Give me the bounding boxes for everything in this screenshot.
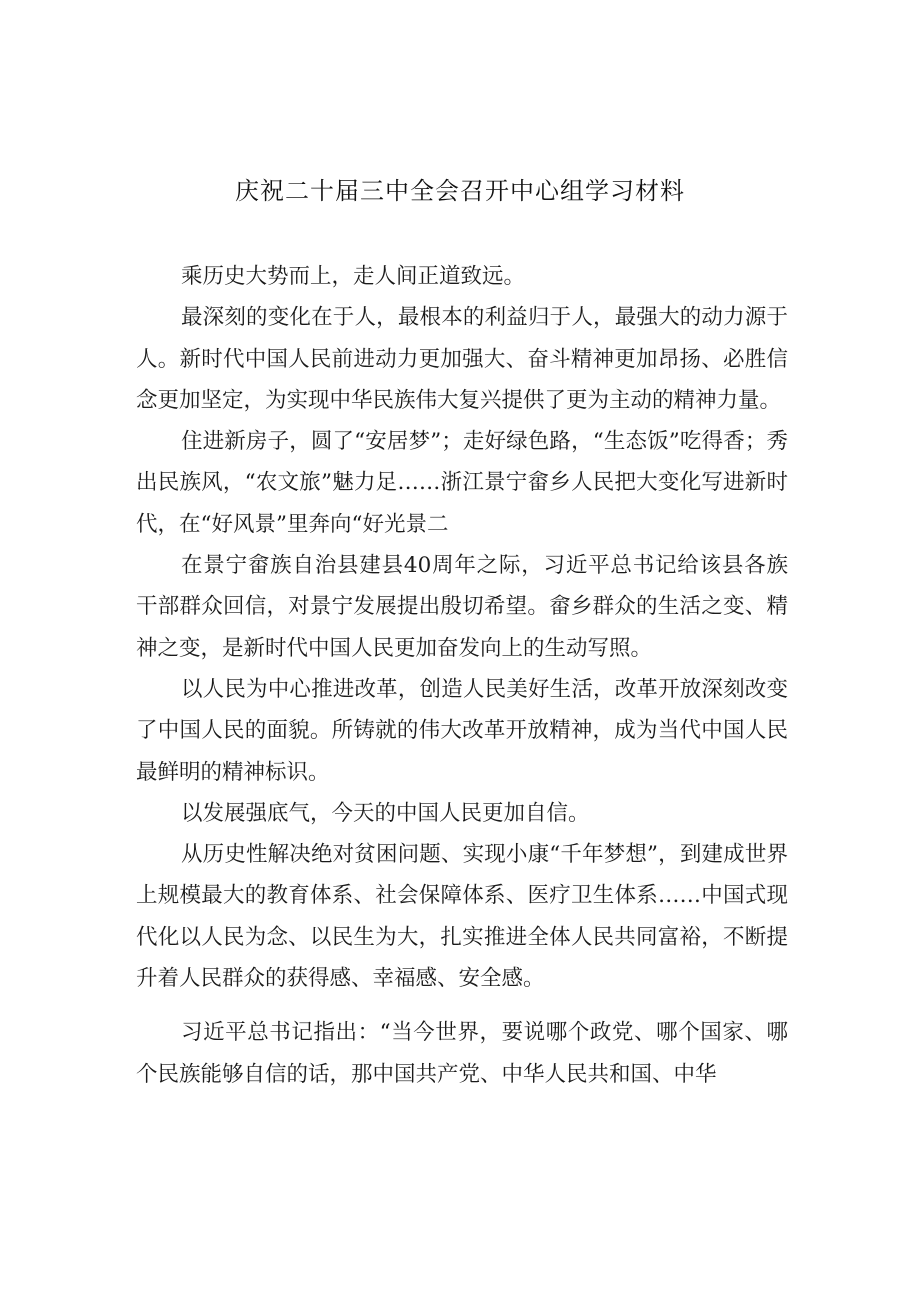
paragraph-2: 最深刻的变化在于人，最根本的利益归于人，最强大的动力源于人。新时代中国人民前进动力更加强大、奋斗精神更加昂扬、必胜信念更加坚定，为实现中华民族伟大复兴提供了更为主动的精神力量。	[136, 305, 788, 413]
document-body	[136, 256, 788, 1095]
paragraph-1: 乘历史大势而上，走人间正道致远。	[181, 264, 526, 289]
paragraph-4: 在景宁畲族自治县建县40周年之际，习近平总书记给该县各族干部群众回信，对景宁发展提出殷切希望。畲乡群众的生活之变、精神之变，是新时代中国人民更加奋发向上的生动写照。	[136, 553, 788, 661]
paragraph-8: 习近平总书记指出：“当今世界，要说哪个政党、哪个国家、哪个民族能够自信的话，那中国共产党、中华人民共和国、中华	[136, 1020, 788, 1087]
document-title: 庆祝二十届三中全会召开中心组学习材料	[235, 177, 685, 205]
paragraph-6: 以发展强底气，今天的中国人民更加自信。	[181, 800, 590, 826]
paragraph-7: 从历史性解决绝对贫困问题、实现小康“千年梦想”，到建成世界上规模最大的教育体系、社会保障体系、医疗卫生体系……中国式现代化以人民为念、以民生为大，扎实推进全体人民共同富裕，不断提升着人民群众的获得感、幸福感、安全感。	[136, 842, 788, 992]
paragraph-3: 住进新房子，圆了“安居梦”；走好绿色路，“生态饭”吃得香；秀出民族风，“农文旅”魅力足……浙江景宁畲乡人民把大变化写进新时代，在“好风景”里奔向“好光景二	[136, 429, 788, 537]
paragraph-5: 以人民为中心推进改革，创造人民美好生活，改革开放深刻改变了中国人民的面貌。所铸就的伟大改革开放精神，成为当代中国人民最鲜明的精神标识。	[136, 676, 788, 785]
